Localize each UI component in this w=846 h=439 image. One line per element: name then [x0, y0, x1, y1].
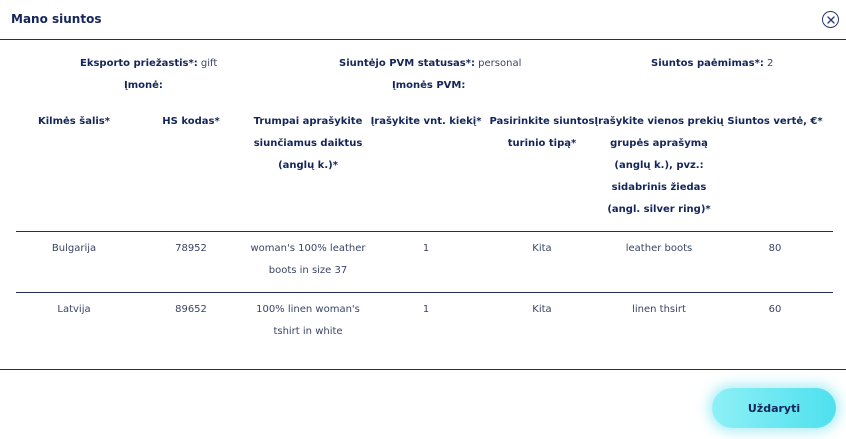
description-line: boots in size 37: [268, 265, 348, 276]
cell-hs-code: 78952: [175, 243, 207, 254]
cell-group-description: linen thsirt: [632, 304, 686, 315]
cell-country: Latvija: [57, 304, 91, 315]
header-line: siunčiamus daiktus: [253, 138, 363, 149]
company-vat-label: Įmonės PVM:: [392, 80, 466, 91]
header-line: sidabrinis žiedas: [611, 182, 707, 193]
close-icon[interactable]: [822, 11, 839, 28]
modal-header: [0, 0, 846, 40]
col-header-country: [24, 111, 124, 133]
header-line: HS kodas*: [162, 116, 220, 127]
col-header-quantity: [370, 111, 482, 133]
export-reason-label: Eksporto priežastis*:: [80, 58, 198, 69]
company-vat: [392, 80, 465, 92]
col-header-group-description: [594, 111, 724, 221]
cell-country: Bulgarija: [51, 243, 97, 254]
export-reason-value: gift: [200, 58, 218, 69]
header-line: (anglų k.)*: [278, 160, 338, 171]
export-reason: [80, 58, 217, 70]
sender-vat-value: personal: [478, 58, 522, 69]
header-line: Trumpai aprašykite: [253, 116, 363, 127]
company: [124, 80, 163, 92]
pickup-label: Siuntos paėmimas*:: [651, 58, 764, 69]
cell-quantity: 1: [422, 304, 430, 315]
description-line: woman's 100% leather: [250, 243, 366, 254]
table-divider: [16, 231, 833, 232]
cell-group-description: leather boots: [625, 243, 693, 254]
footer-divider: [0, 369, 846, 370]
header-line: turinio tipą*: [507, 138, 577, 149]
cell-content-type: Kita: [532, 304, 552, 315]
cell-value: 80: [768, 243, 782, 254]
cell-quantity: 1: [422, 243, 430, 254]
cell-content-type: Kita: [532, 243, 552, 254]
close-button[interactable]: Uždaryti: [712, 388, 836, 428]
description-line: 100% linen woman's: [256, 304, 360, 315]
modal-title: Mano siuntos: [11, 12, 102, 26]
col-header-hs-code: [141, 111, 241, 133]
close-x-glyph: [827, 16, 835, 24]
cell-value: 60: [768, 304, 782, 315]
table-divider: [16, 292, 833, 293]
header-line: Siuntos vertė, €*: [727, 116, 823, 127]
col-header-value: [721, 111, 829, 133]
cell-description: [243, 238, 373, 282]
cell-hs-code: 89652: [175, 304, 207, 315]
sender-vat: [339, 58, 521, 70]
sender-vat-label: Siuntėjo PVM statusas*:: [339, 58, 475, 69]
header-line: grupės aprašymą: [610, 138, 708, 149]
cell-description: [243, 299, 373, 343]
company-label: Įmonė:: [124, 80, 163, 91]
col-header-content-type: [488, 111, 596, 155]
header-line: (angl. silver ring)*: [607, 204, 711, 215]
header-line: Įrašykite vnt. kiekį*: [370, 116, 482, 127]
header-line: Įrašykite vienos prekių: [594, 116, 724, 127]
header-line: Pasirinkite siuntos: [489, 116, 595, 127]
description-line: tshirt in white: [273, 326, 343, 337]
pickup: [651, 58, 773, 70]
header-line: Kilmės šalis*: [38, 116, 110, 127]
header-line: (anglų k.), pvz.:: [614, 160, 704, 171]
col-header-description: [243, 111, 373, 177]
pickup-value: 2: [767, 58, 774, 69]
